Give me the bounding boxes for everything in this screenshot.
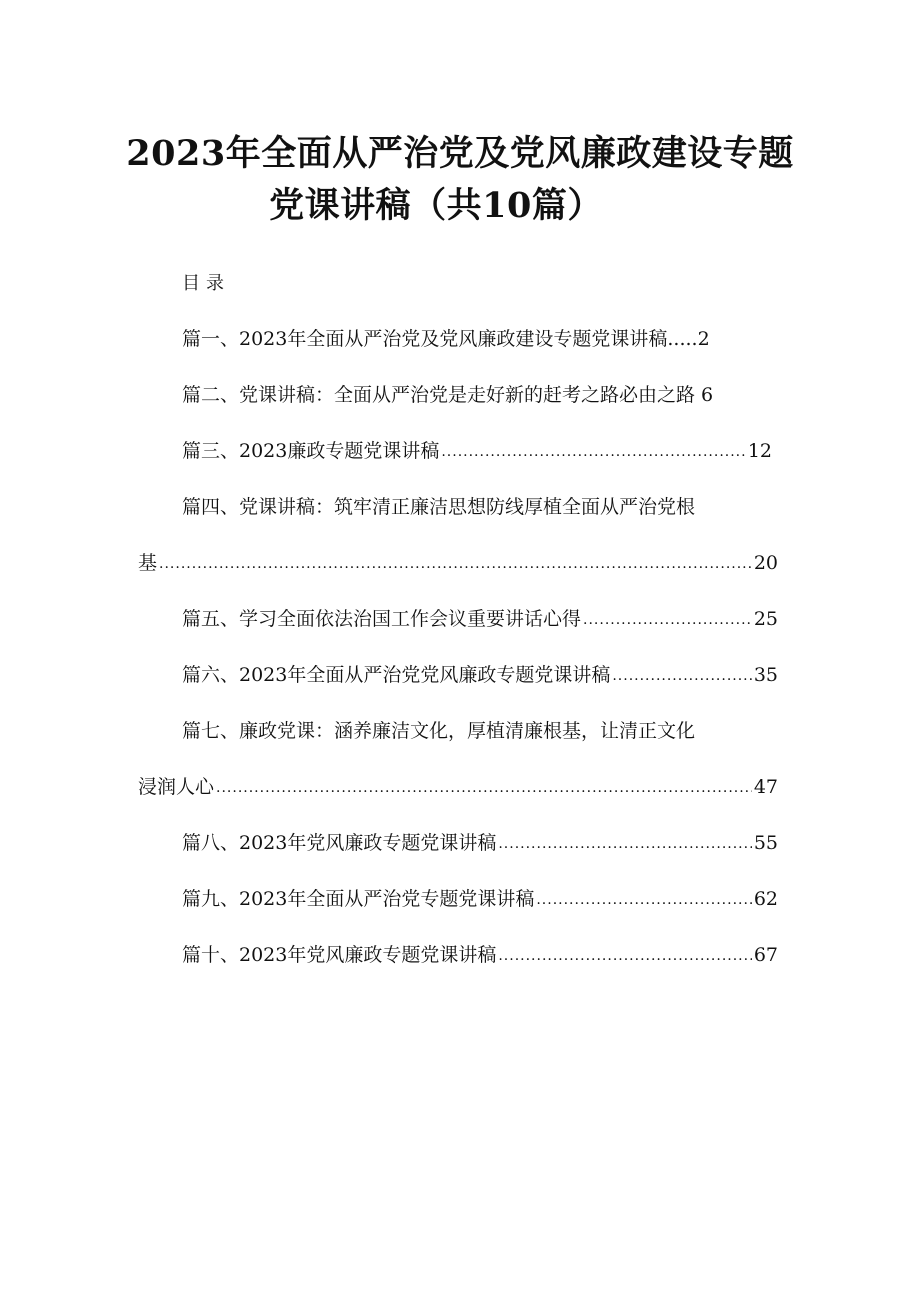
toc-entry-page: 6 — [701, 384, 714, 406]
toc-entry-leader-dots — [536, 890, 751, 913]
toc-entry-label: 篇八、2023年党风廉政专题党课讲稿 — [182, 832, 497, 854]
toc-entry-leader-dots — [498, 946, 751, 969]
toc-entry-label: 篇一、2023年全面从严治党及党风廉政建设专题党课讲稿 — [182, 328, 668, 350]
toc-entry-page: 47 — [753, 776, 778, 798]
toc-entry-1[interactable] — [182, 325, 722, 353]
toc-entry-page: 55 — [753, 832, 778, 854]
toc-entry-page: 35 — [753, 664, 778, 686]
toc-entry-page: 62 — [753, 888, 778, 910]
toc-entry-label: 篇五、学习全面依法治国工作会议重要讲话心得 — [182, 608, 582, 630]
toc-entry-label: 篇七、廉政党课：涵养廉洁文化，厚植清廉根基，让清正文化 — [182, 720, 696, 742]
toc-entry-label: 篇二、党课讲稿：全面从严治党是走好新的赶考之路必由之路 — [182, 384, 696, 406]
toc-entry-leader-dots — [441, 442, 745, 465]
toc-entry-label: 篇四、党课讲稿：筑牢清正廉洁思想防线厚植全面从严治党根 — [182, 496, 696, 518]
toc-entry-page: 2 — [697, 328, 710, 350]
toc-entry-short-dots: ..... — [667, 328, 698, 350]
toc-entry-label: 篇六、2023年全面从严治党党风廉政专题党课讲稿 — [182, 664, 611, 686]
toc-entry-label: 篇九、2023年全面从严治党专题党课讲稿 — [182, 888, 535, 910]
toc-entry-leader-dots — [498, 834, 751, 857]
title-line-2: 党课讲稿（共10篇） — [269, 185, 603, 226]
toc-entry-5[interactable] — [182, 605, 778, 633]
document-title — [0, 128, 920, 232]
toc-entry-7-continuation[interactable] — [138, 773, 778, 801]
toc-entry-leader-dots — [159, 554, 752, 577]
toc-entry-leader-dots — [612, 666, 751, 689]
toc-entry-page: 20 — [753, 552, 778, 574]
toc-entry-4-continuation[interactable] — [138, 549, 778, 577]
toc-entry-2[interactable] — [182, 381, 713, 409]
toc-entry-8[interactable] — [182, 829, 778, 857]
toc-entry-leader-dots — [216, 778, 752, 801]
toc-entry-page: 25 — [753, 608, 778, 630]
toc-entry-4[interactable] — [182, 493, 695, 521]
toc-entry-page: 67 — [753, 944, 778, 966]
toc-entry-label: 篇十、2023年党风廉政专题党课讲稿 — [182, 944, 497, 966]
toc-entry-label-cont: 基 — [138, 552, 158, 574]
toc-entry-9[interactable] — [182, 885, 778, 913]
toc-entry-leader-dots — [583, 610, 752, 633]
toc-entry-7[interactable] — [182, 717, 695, 745]
toc-entry-page: 12 — [747, 440, 772, 462]
toc-entry-6[interactable] — [182, 661, 778, 689]
toc-heading: 目录 — [182, 273, 230, 294]
title-line-1: 2023年全面从严治党及党风廉政建设专题 — [126, 133, 794, 174]
toc-entry-10[interactable] — [182, 941, 778, 969]
toc-entry-3[interactable] — [182, 437, 772, 465]
toc-entry-label-cont: 浸润人心 — [138, 776, 215, 798]
toc-entry-label: 篇三、2023廉政专题党课讲稿 — [182, 440, 440, 462]
